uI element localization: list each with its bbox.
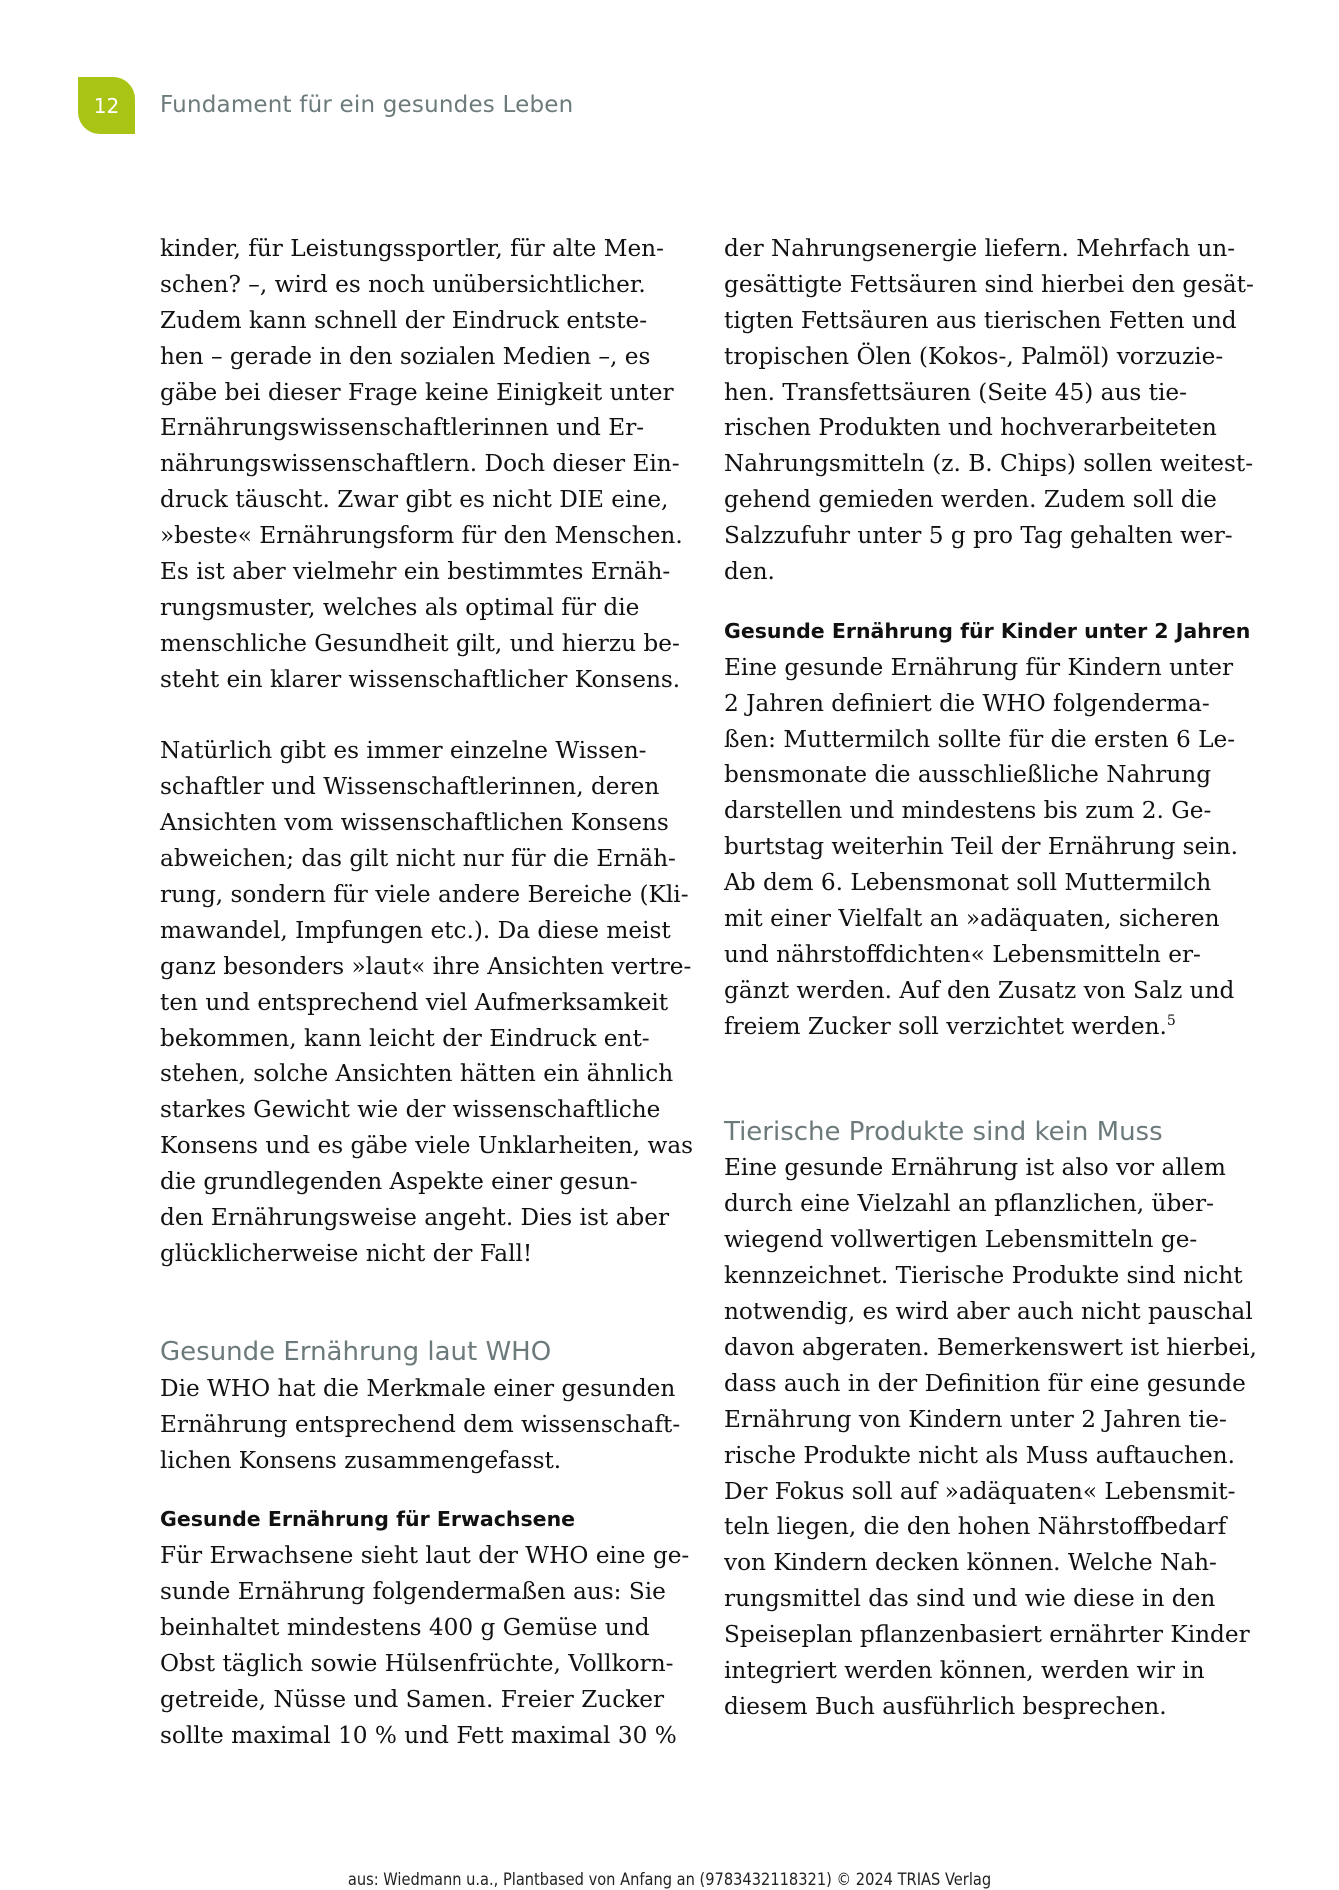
paragraph-adults-continued (724, 231, 1254, 590)
paragraph-adults (160, 1538, 690, 1753)
text-line: schaftler und Wissenschaftlerinnen, deren (160, 773, 660, 801)
left-column (160, 231, 694, 1754)
text-line: getreide, Nüsse und Samen. Freier Zucker (160, 1685, 665, 1713)
text-line: rische Produkte nicht als Muss auftauchen. (724, 1441, 1235, 1469)
text-line: Nahrungsmitteln (z. B. Chips) sollen weitest- (724, 450, 1254, 478)
paragraph-who-intro (160, 1371, 680, 1479)
text-line: gesättigte Fettsäuren sind hierbei den gesät- (724, 270, 1254, 298)
text-line: durch eine Vielzahl an pflanzlichen, über- (724, 1190, 1214, 1218)
text-line: ten und entsprechend viel Aufmerksamkeit (160, 988, 669, 1016)
text-line: mawandel, Impfungen etc.). Da diese meist (160, 916, 671, 944)
text-line: 2 Jahren definiert die WHO folgenderma- (724, 689, 1210, 717)
paragraph-intro-continued (160, 231, 683, 698)
text-line: rung, sondern für viele andere Bereiche (Kli- (160, 881, 689, 909)
text-line: kennzeichnet. Tierische Produkte sind nicht (724, 1262, 1243, 1290)
paragraph-children (724, 650, 1244, 1009)
text-line: den Ernährungsweise angeht. Dies ist aber (160, 1204, 670, 1232)
paragraph-animal-products (724, 1150, 1257, 1724)
text-line: Ernährungswissenschaftlerinnen und Er- (160, 414, 645, 442)
text-line: teln liegen, die den hohen Nährstoffbedarf (724, 1513, 1227, 1541)
text-line: rungsmittel das sind und wie diese in den (724, 1585, 1216, 1613)
text-line: Ernährung von Kindern unter 2 Jahren tie- (724, 1405, 1227, 1433)
text-line: Eine gesunde Ernährung für Kindern unter (724, 653, 1234, 681)
page-number-badge (78, 77, 135, 134)
text-line: Eine gesunde Ernährung ist also vor allem (724, 1154, 1226, 1182)
text-line: Für Erwachsene sieht laut der WHO eine ge- (160, 1542, 690, 1570)
footnote-reference[interactable]: 5 (1166, 1012, 1176, 1029)
text-line: diesem Buch ausführlich besprechen. (724, 1692, 1167, 1720)
text-line: »beste« Ernährungsform für den Menschen. (160, 522, 683, 550)
text-line: dass auch in der Definition für eine gesunde (724, 1369, 1246, 1397)
text-line: notwendig, es wird aber auch nicht pauschal (724, 1298, 1253, 1326)
text-line: darstellen und mindestens bis zum 2. Ge- (724, 797, 1212, 825)
section-heading-animal-products: Tierische Produkte sind kein Muss (724, 1116, 1163, 1147)
running-title: Fundament für ein gesundes Leben (160, 92, 574, 118)
text-line: bensmonate die ausschließliche Nahrung (724, 761, 1212, 789)
text-line: starkes Gewicht wie der wissenschaftliche (160, 1096, 661, 1124)
subheading-adults: Gesunde Ernährung für Erwachsene (160, 1507, 576, 1532)
text-line: ßen: Muttermilch sollte für die ersten 6 Le- (724, 725, 1236, 753)
text-line: bekommen, kann leicht der Eindruck ent- (160, 1024, 650, 1052)
text-line: davon abgeraten. Bemerkenswert ist hierbei, (724, 1333, 1257, 1361)
text-line: rischen Produkten und hochverarbeiteten (724, 414, 1217, 442)
text-line: sollte maximal 10 % und Fett maximal 30 % (160, 1721, 677, 1749)
footer-citation: aus: Wiedmann u.a., Plantbased von Anfang an (9783432118321) © 2024 TRIAS Verlag (347, 1870, 992, 1890)
section-heading-who: Gesunde Ernährung laut WHO (160, 1336, 552, 1367)
text-line: sunde Ernährung folgendermaßen aus: Sie (160, 1578, 666, 1606)
text-line: abweichen; das gilt nicht nur für die Ernäh- (160, 845, 676, 873)
text-line: Ernährung entsprechend dem wissenschaft- (160, 1410, 681, 1438)
text-line: burtstag weiterhin Teil der Ernährung sein. (724, 833, 1239, 861)
text-line: hen. Transfettsäuren (Seite 45) aus tie- (724, 378, 1187, 406)
text-line: Ansichten vom wissenschaftlichen Konsens (160, 809, 669, 837)
text-line: lichen Konsens zusammengefasst. (160, 1446, 562, 1474)
text-line: von Kindern decken können. Welche Nah- (724, 1549, 1217, 1577)
text-line: tigten Fettsäuren aus tierischen Fetten und (724, 306, 1237, 334)
text-line: Salzzufuhr unter 5 g pro Tag gehalten wer- (724, 522, 1233, 550)
text-line: kinder, für Leistungssportler, für alte Men- (160, 235, 664, 262)
text-line: druck täuscht. Zwar gibt es nicht DIE eine, (160, 486, 669, 514)
text-line: Speiseplan pflanzenbasiert ernährter Kinder (724, 1621, 1250, 1649)
text-line: menschliche Gesundheit gilt, und hierzu be- (160, 629, 680, 657)
text-line: den. (724, 558, 775, 586)
text-line: nährungswissenschaftlern. Doch dieser Ein- (160, 450, 680, 478)
text-line: Zudem kann schnell der Eindruck entste- (160, 306, 648, 334)
text-line: Der Fokus soll auf »adäquaten« Lebensmit- (724, 1477, 1236, 1505)
paragraph-children-last-line (724, 1009, 1244, 1045)
text-line: mit einer Vielfalt an »adäquaten, sicheren (724, 905, 1220, 933)
text-line: Ab dem 6. Lebensmonat soll Muttermilch (724, 869, 1212, 897)
text-line: gänzt werden. Auf den Zusatz von Salz und (724, 976, 1235, 1004)
right-column (724, 231, 1257, 1725)
text-line: wiegend vollwertigen Lebensmitteln ge- (724, 1226, 1198, 1254)
text-line: stehen, solche Ansichten hätten ein ähnlich (160, 1060, 674, 1088)
text-line: Natürlich gibt es immer einzelne Wissen- (160, 737, 647, 765)
text-line: integriert werden können, werden wir in (724, 1656, 1205, 1684)
text-line: schen? –, wird es noch unübersichtlicher. (160, 270, 646, 298)
text-line: glücklicherweise nicht der Fall! (160, 1239, 533, 1267)
text-line: Die WHO hat die Merkmale einer gesunden (160, 1374, 676, 1402)
text-line: gehend gemieden werden. Zudem soll die (724, 486, 1217, 514)
text-line: und nährstoffdichten« Lebensmitteln er- (724, 940, 1201, 968)
text-line: tropischen Ölen (Kokos-, Palmöl) vorzuzie- (724, 342, 1224, 370)
text-line: Es ist aber vielmehr ein bestimmtes Ernäh- (160, 558, 671, 586)
text-line: ganz besonders »laut« ihre Ansichten vertre- (160, 952, 692, 980)
text-line: Konsens und es gäbe viele Unklarheiten, was (160, 1132, 694, 1160)
text-line: beinhaltet mindestens 400 g Gemüse und (160, 1614, 650, 1642)
text-line: steht ein klarer wissenschaftlicher Konsens. (160, 665, 681, 693)
text-line: der Nahrungsenergie liefern. Mehrfach un- (724, 235, 1236, 262)
text-line: Obst täglich sowie Hülsenfrüchte, Vollkorn- (160, 1649, 674, 1677)
subheading-children: Gesunde Ernährung für Kinder unter 2 Jahren (724, 618, 1251, 643)
text-line: rungsmuster, welches als optimal für die (160, 593, 640, 621)
page-number: 12 (93, 93, 120, 118)
text-line: freiem Zucker soll verzichtet werden. (724, 1012, 1167, 1040)
paragraph-scientific-consensus (160, 733, 694, 1271)
text-line: hen – gerade in den sozialen Medien –, es (160, 342, 651, 370)
text-line: gäbe bei dieser Frage keine Einigkeit unter (160, 378, 674, 406)
text-line: die grundlegenden Aspekte einer gesun- (160, 1168, 638, 1196)
